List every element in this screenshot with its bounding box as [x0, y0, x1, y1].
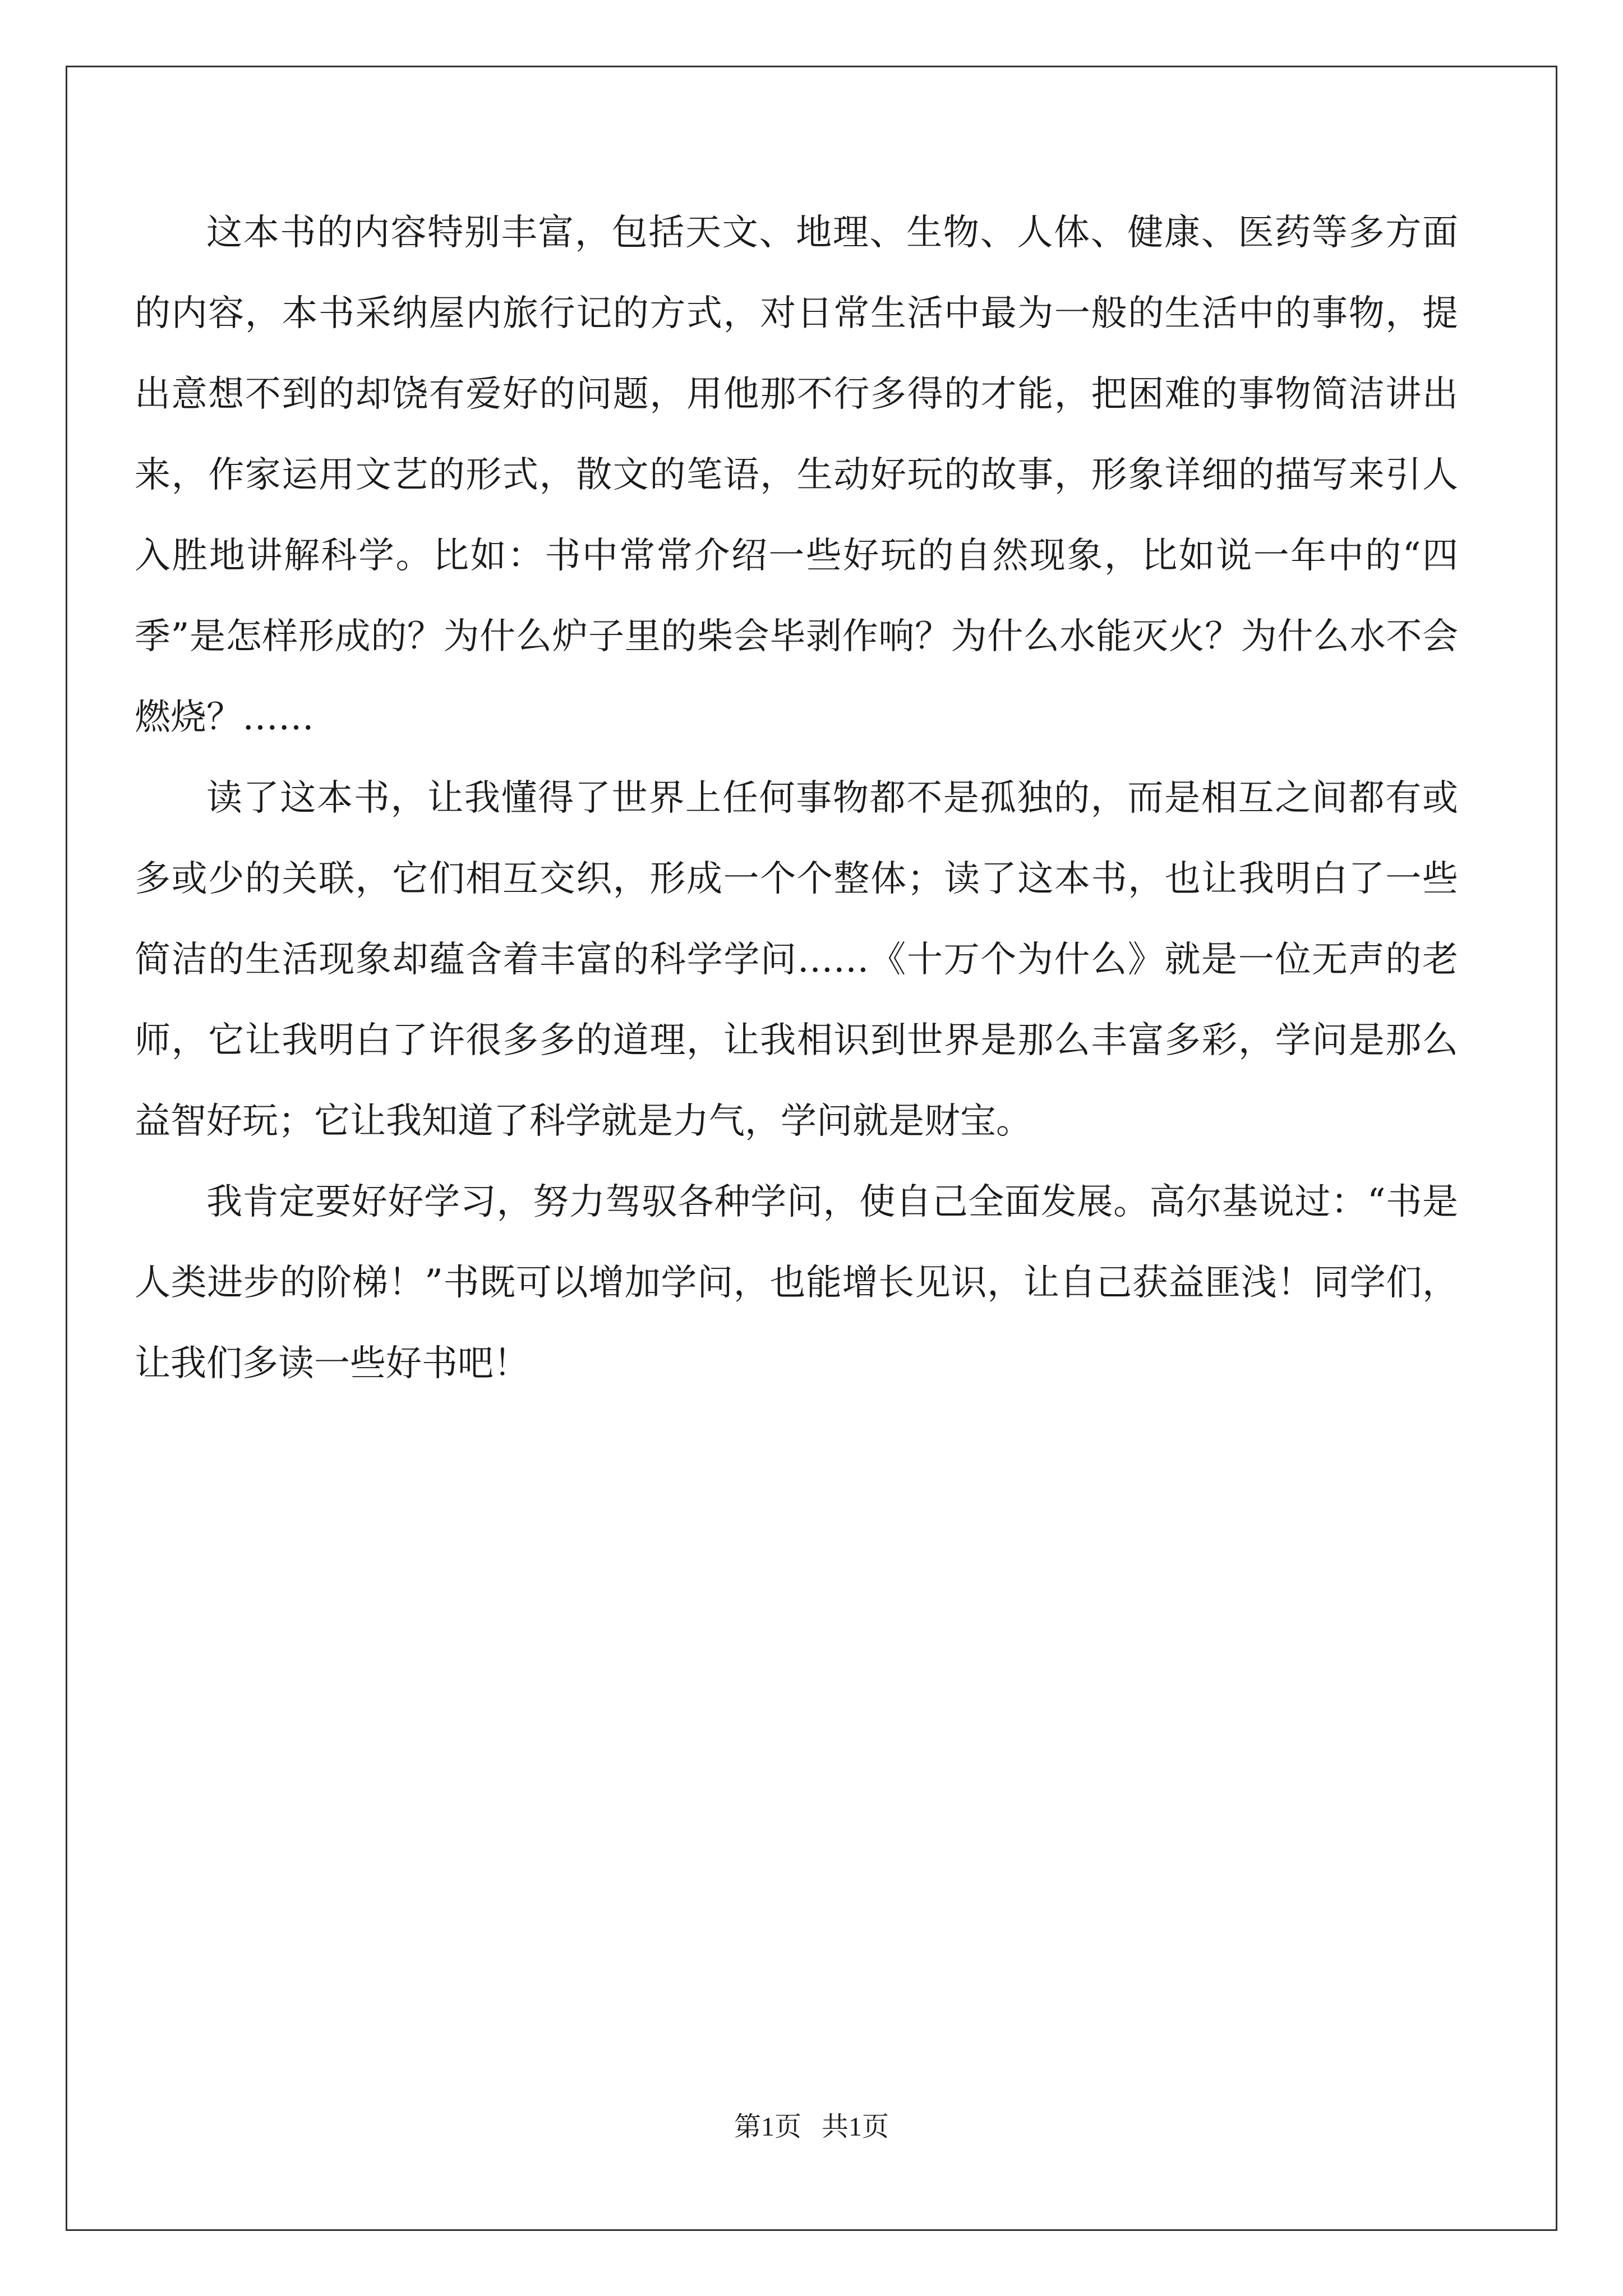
paragraph-2: 读了这本书，让我懂得了世界上任何事物都不是孤独的，而是相互之间都有或多或少的关联，它们相互交织，形成一个个整体；读了这本书，也让我明白了一些简洁的生活现象却蕴含着丰富的科学学问……《十万个为什么》就是一位无声的老师，它让我明白了许很多多的道理，让我相识到世界是那么丰富多彩，学问是那么益智好玩；它让我知道了科学就是力气，学问就是财宝。 — [135, 777, 1458, 1142]
page-number: 第1页 — [734, 2112, 801, 2142]
paragraph-3: 我肯定要好好学习，努力驾驭各种学问，使自己全面发展。高尔基说过：“书是人类进步的阶梯！”书既可以增加学问，也能增长见识，让自己获益匪浅！同学们，让我们多读一些好书吧！ — [135, 1181, 1458, 1384]
paragraph-1: 这本书的内容特别丰富，包括天文、地理、生物、人体、健康、医药等多方面的内容，本书采纳屋内旅行记的方式，对日常生活中最为一般的生活中的事物，提出意想不到的却饶有爱好的问题，用他那不行多得的才能，把困难的事物简洁讲出来，作家运用文艺的形式，散文的笔语，生动好玩的故事，形象详细的描写来引人入胜地讲解科学。比如：书中常常介绍一些好玩的自然现象，比如说一年中的“四季”是怎样形成的？为什么炉子里的柴会毕剥作响？为什么水能灭火？为什么水不会燃烧？…… — [135, 212, 1458, 738]
page-footer — [0, 2110, 1623, 2144]
page-total: 共1页 — [822, 2112, 889, 2142]
document-body — [135, 192, 1458, 1404]
